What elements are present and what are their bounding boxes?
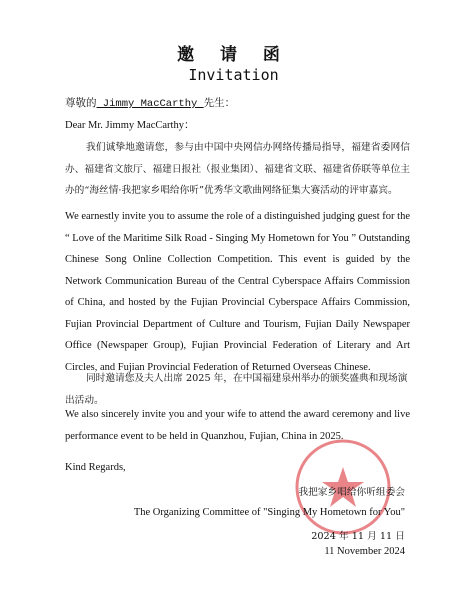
addressee-line	[65, 95, 235, 110]
addressee-name: Jimmy MacCarthy	[96, 98, 204, 110]
closing: Kind Regards,	[65, 462, 126, 473]
paragraph-english-1: We earnestly invite you to assume the role of a distinguished judging guest for the “ Love of the Maritime Silk Road - Singing My Hometown for You ” Outstanding Chinese Song Online Collection Competition. This event is guided by the Network Communication Bureau of the Central Cyberspace Affairs Commission of China, and hosted by the Fujian Provincial Cyberspace Affairs Commission, Fujian Provincial Department of Culture and Tourism, Fujian Daily Newspaper Office (Newspaper Group), Fujian Provincial Federation of Literary and Art Circles, and Fujian Provincial Federation of Returned Overseas Chinese.	[65, 211, 411, 373]
signature-org-chinese: 我把家乡唱给你听组委会	[298, 487, 405, 498]
salutation: Dear Mr. Jimmy MacCarthy：	[65, 120, 195, 131]
signature-date-chinese: 2024 年 11 月 11 日	[311, 531, 405, 542]
title-chinese: 邀 请 函	[177, 45, 290, 65]
paragraph-chinese-2: 同时邀请您及夫人出席 2025 年，在中国福建泉州举办的颁奖盛典和现场演出活动。	[65, 373, 408, 406]
paragraph-english-2: We also sincerely invite you and your wife to attend the award ceremony and live performance event to be held in Quanzhou, Fujian, China in 2025.	[65, 409, 410, 442]
title-english: Invitation	[188, 66, 279, 84]
signature-date-english: 11 November 2024	[324, 546, 405, 557]
addressee-prefix: 尊敬的	[65, 97, 97, 109]
addressee-suffix: 先生：	[203, 97, 236, 109]
paragraph-chinese-1: 我们诚挚地邀请您，参与由中国中央网信办网络传播局指导，福建省委网信办、福建省文旅厅、福建日报社（报业集团）、福建省文联、福建省侨联等单位主办的“海丝情·我把家乡唱给你听”优秀华文歌曲网络征集大赛活动的评审嘉宾。	[65, 142, 410, 196]
signature-org-english: The Organizing Committee of "Singing My Hometown for You"	[133, 507, 405, 518]
